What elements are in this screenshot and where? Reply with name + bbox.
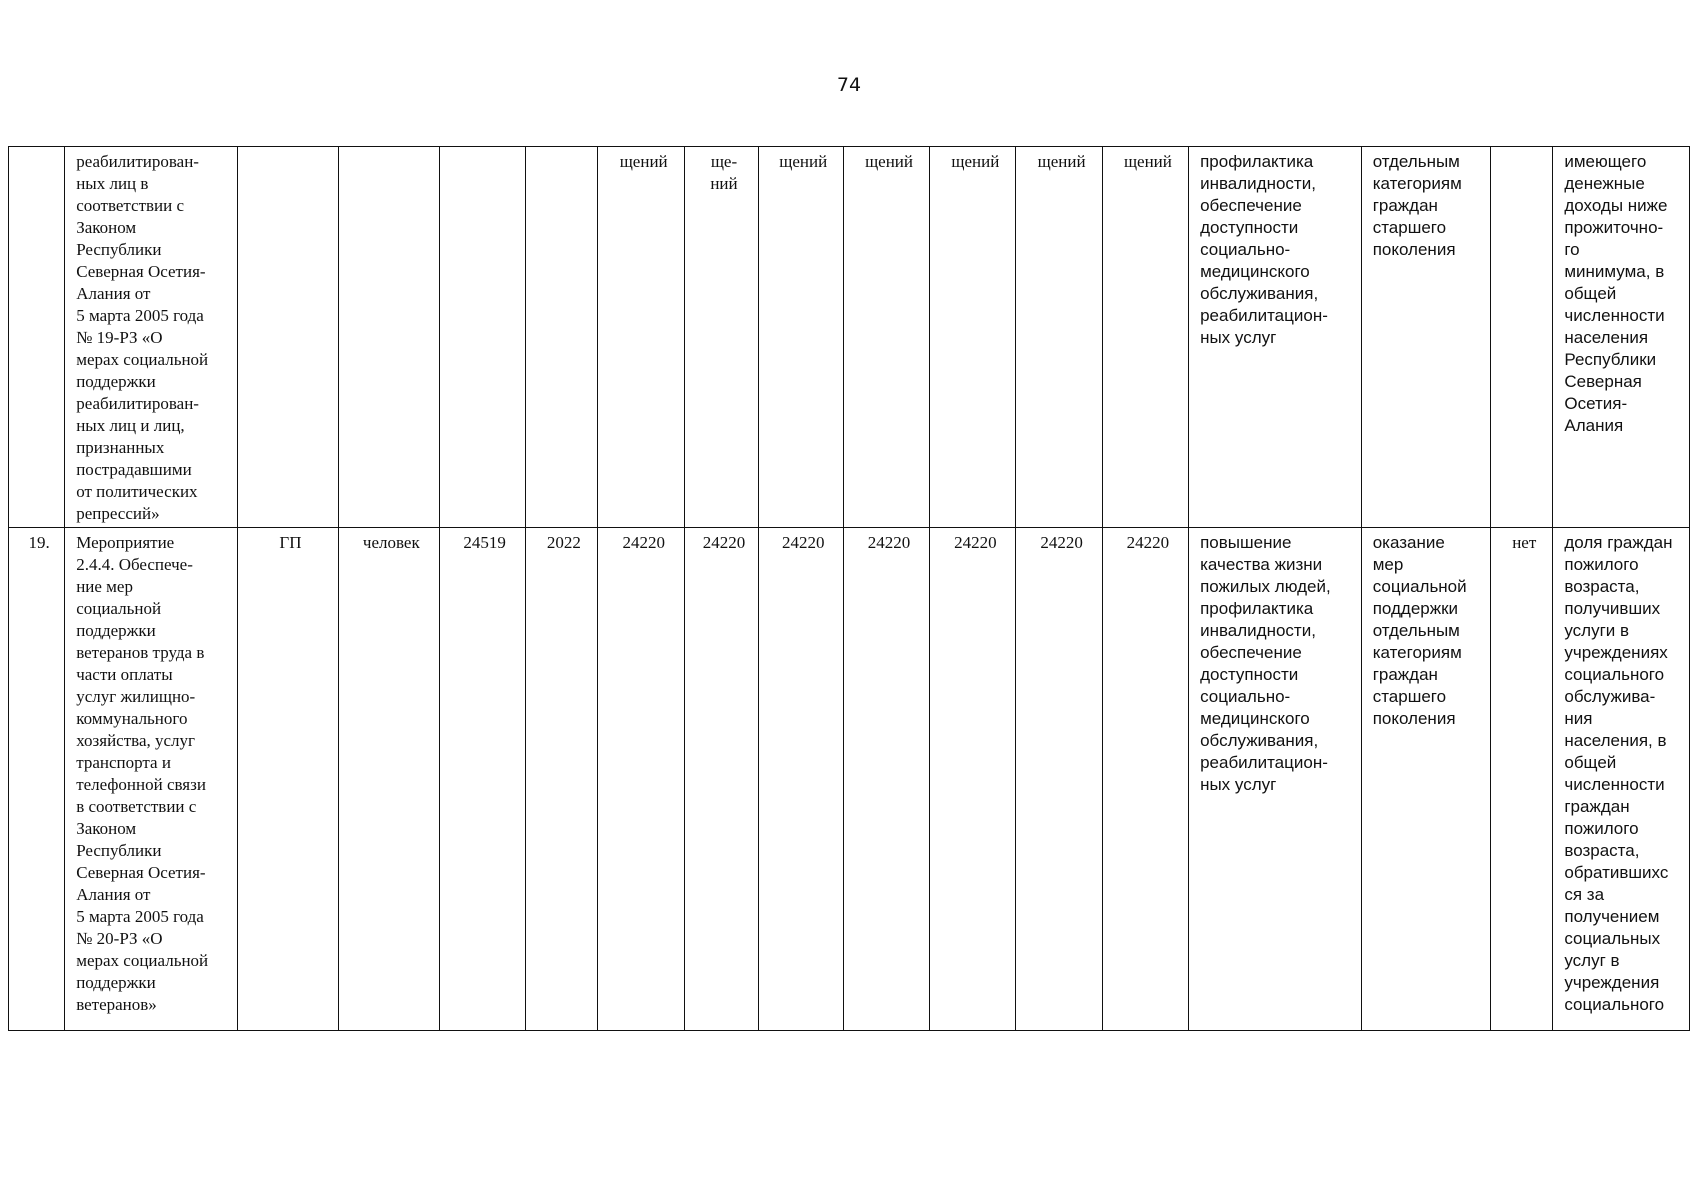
text-line: ных лиц и лиц, xyxy=(76,416,185,435)
base-value xyxy=(439,147,525,528)
text-line: в соответствии с xyxy=(76,797,197,816)
text-line: населения, в xyxy=(1564,731,1667,750)
text-line: социально- xyxy=(1200,240,1291,259)
text-line: коммунального xyxy=(76,709,188,728)
text-line: реабилитацион- xyxy=(1200,306,1328,325)
text-line: признанных xyxy=(76,438,165,457)
text-line: социальной xyxy=(1372,577,1467,596)
text-line: минимума, в xyxy=(1564,262,1665,281)
table-row xyxy=(9,528,1690,1031)
text-line: Алания от xyxy=(76,885,151,904)
text-line: мерах социальной xyxy=(76,951,209,970)
text-line: услуги в xyxy=(1564,621,1630,640)
text-line: населения xyxy=(1564,328,1649,347)
text-line: отдельным xyxy=(1372,152,1460,171)
text-line: ветеранов труда в xyxy=(76,643,205,662)
text-line: поддержки xyxy=(1372,599,1459,618)
text-line: категориям xyxy=(1372,643,1462,662)
text-line: учреждения xyxy=(1564,973,1660,992)
responsible-org xyxy=(237,147,338,528)
year-value: 24220 xyxy=(758,528,843,1031)
text-line: ных услуг xyxy=(1200,775,1277,794)
year-value: ще- ний xyxy=(685,147,758,528)
page-number: 74 xyxy=(836,74,862,96)
text-line: транспорта и xyxy=(76,753,171,772)
text-line: социальной xyxy=(76,599,162,618)
base-year: 2022 xyxy=(525,528,597,1031)
text-line: пострадавшими xyxy=(76,460,192,479)
text-line: профилактика xyxy=(1200,599,1314,618)
responsible-org: ГП xyxy=(237,528,338,1031)
base-value: 24519 xyxy=(439,528,525,1031)
text-line: ние мер xyxy=(76,577,133,596)
text-line: обеспечение xyxy=(1200,643,1302,662)
text-line: доступности xyxy=(1200,218,1299,237)
text-line: численности xyxy=(1564,775,1665,794)
text-line: Республики xyxy=(76,841,162,860)
text-line: обслуживания, xyxy=(1200,284,1319,303)
year-value: 24220 xyxy=(598,528,685,1031)
text-line: услуг в xyxy=(1564,951,1620,970)
text-line: 5 марта 2005 года xyxy=(76,306,204,325)
text-line: возраста, xyxy=(1564,841,1640,860)
text-line: общей xyxy=(1564,284,1617,303)
text-line: граждан xyxy=(1564,797,1630,816)
text-line: поддержки xyxy=(76,372,156,391)
text-line: прожиточно- xyxy=(1564,218,1664,237)
text-line: доля граждан xyxy=(1564,533,1673,552)
indicator xyxy=(1553,147,1690,528)
program-table xyxy=(8,146,1690,1031)
expected-result xyxy=(1189,528,1362,1031)
text-line: ных услуг xyxy=(1200,328,1277,347)
text-line: инвалидности, xyxy=(1200,621,1316,640)
year-value: щений xyxy=(1016,147,1102,528)
text-line: ния xyxy=(1564,709,1593,728)
year-value: 24220 xyxy=(685,528,758,1031)
flag xyxy=(1491,147,1553,528)
text-line: Северная Осетия- xyxy=(76,863,206,882)
text-line: ся за xyxy=(1564,885,1605,904)
year-value: щений xyxy=(930,147,1016,528)
text-line: Осетия- xyxy=(1564,394,1628,413)
text-line: реабилитирован- xyxy=(76,394,199,413)
text-line: численности xyxy=(1564,306,1665,325)
indicator xyxy=(1553,528,1690,1031)
text-line: ветеранов» xyxy=(76,995,157,1014)
base-year xyxy=(525,147,597,528)
text-line: мерах социальной xyxy=(76,350,209,369)
text-line: поддержки xyxy=(76,621,156,640)
text-line: медицинского xyxy=(1200,709,1310,728)
text-line: обеспечение xyxy=(1200,196,1302,215)
text-line: Республики xyxy=(1564,350,1657,369)
text-line: Мероприятие xyxy=(76,533,175,552)
year-value: 24220 xyxy=(1016,528,1102,1031)
text-line: 2.4.4. Обеспече- xyxy=(76,555,193,574)
text-line: оказание xyxy=(1372,533,1445,552)
text-line: имеющего xyxy=(1564,152,1647,171)
text-line: Северная Осетия- xyxy=(76,262,206,281)
text-line: граждан xyxy=(1372,665,1438,684)
text-line: реабилитацион- xyxy=(1200,753,1328,772)
text-line: поколения xyxy=(1372,240,1456,259)
text-line: части оплаты xyxy=(76,665,173,684)
text-line: Алания от xyxy=(76,284,151,303)
text-line: общей xyxy=(1564,753,1617,772)
text-line: получивших xyxy=(1564,599,1661,618)
text-line: социального xyxy=(1564,995,1665,1014)
text-line: пожилых людей, xyxy=(1200,577,1331,596)
year-value: щений xyxy=(758,147,843,528)
text-line: реабилитирован- xyxy=(76,152,199,171)
text-line: поколения xyxy=(1372,709,1456,728)
measure-name xyxy=(65,147,238,528)
text-line: социально- xyxy=(1200,687,1291,706)
text-line: Республики xyxy=(76,240,162,259)
year-value: 24220 xyxy=(1102,528,1188,1031)
text-line: Законом xyxy=(76,218,137,237)
flag: нет xyxy=(1491,528,1553,1031)
text-line: телефонной связи xyxy=(76,775,206,794)
year-value: 24220 xyxy=(930,528,1016,1031)
text-line: от политических xyxy=(76,482,198,501)
text-line: го xyxy=(1564,240,1580,259)
year-value: щений xyxy=(598,147,685,528)
text-line: репрессий» xyxy=(76,504,160,523)
support-measure xyxy=(1361,147,1490,528)
text-line: обслужива- xyxy=(1564,687,1656,706)
text-line: обратившихс xyxy=(1564,863,1669,882)
unit: человек xyxy=(339,528,439,1031)
text-line: Северная xyxy=(1564,372,1642,391)
text-line: учреждениях xyxy=(1564,643,1668,662)
text-line: возраста, xyxy=(1564,577,1640,596)
row-number xyxy=(9,147,65,528)
year-value: 24220 xyxy=(843,528,929,1031)
support-measure xyxy=(1361,528,1490,1031)
text-line: поддержки xyxy=(76,973,156,992)
text-line: № 19-РЗ «О xyxy=(76,328,163,347)
text-line: социальных xyxy=(1564,929,1661,948)
text-line: категориям xyxy=(1372,174,1462,193)
text-line: Законом xyxy=(76,819,137,838)
text-line: повышение xyxy=(1200,533,1292,552)
year-value: щений xyxy=(843,147,929,528)
text-line: мер xyxy=(1372,555,1404,574)
unit xyxy=(339,147,439,528)
text-line: старшего xyxy=(1372,687,1447,706)
text-line: медицинского xyxy=(1200,262,1310,281)
text-line: пожилого xyxy=(1564,555,1639,574)
text-line: обслуживания, xyxy=(1200,731,1319,750)
row-number: 19. xyxy=(9,528,65,1031)
text-line: доходы ниже xyxy=(1564,196,1668,215)
text-line: ных лиц в xyxy=(76,174,149,193)
text-line: хозяйства, услуг xyxy=(76,731,195,750)
text-line: 5 марта 2005 года xyxy=(76,907,204,926)
expected-result xyxy=(1189,147,1362,528)
text-line: качества жизни xyxy=(1200,555,1323,574)
text-line: граждан xyxy=(1372,196,1438,215)
text-line: отдельным xyxy=(1372,621,1460,640)
text-line: услуг жилищно- xyxy=(76,687,196,706)
text-line: инвалидности, xyxy=(1200,174,1316,193)
text-line: старшего xyxy=(1372,218,1447,237)
text-line: доступности xyxy=(1200,665,1299,684)
text-line: соответствии с xyxy=(76,196,185,215)
text-line: пожилого xyxy=(1564,819,1639,838)
text-line: профилактика xyxy=(1200,152,1314,171)
table-row xyxy=(9,147,1690,528)
year-value: щений xyxy=(1102,147,1188,528)
text-line: денежные xyxy=(1564,174,1645,193)
text-line: получением xyxy=(1564,907,1660,926)
text-line: Алания xyxy=(1564,416,1624,435)
text-line: № 20-РЗ «О xyxy=(76,929,163,948)
text-line: социального xyxy=(1564,665,1665,684)
measure-name xyxy=(65,528,238,1031)
